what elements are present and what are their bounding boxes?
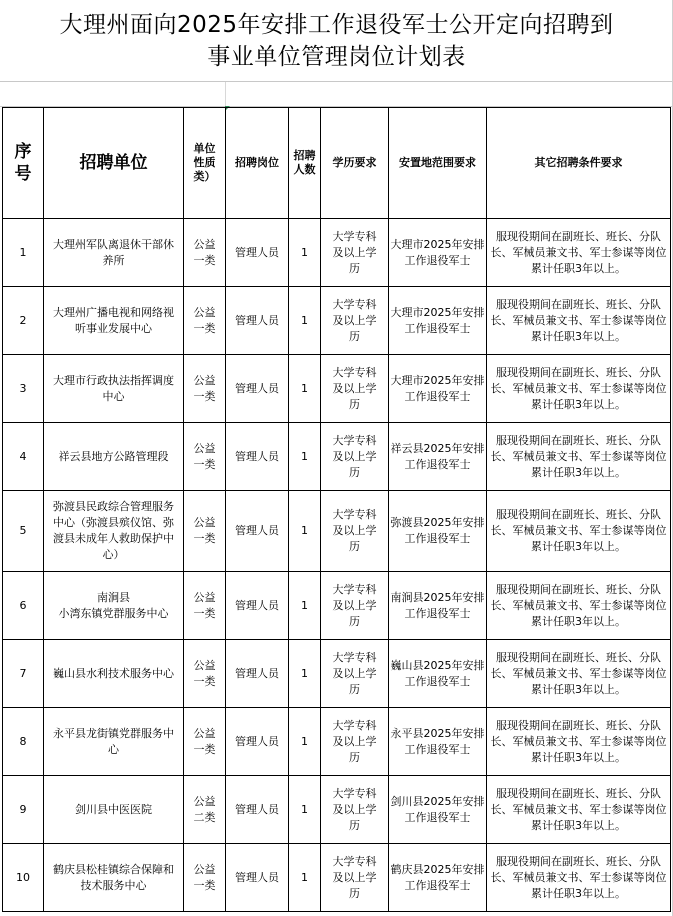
cell-scope: 大理市2025年安排工作退役军士 (389, 219, 487, 287)
cell-post: 管理人员 (226, 708, 289, 776)
cell-edu: 大学专科及以上学历 (321, 219, 389, 287)
cell-scope: 永平县2025年安排工作退役军士 (389, 708, 487, 776)
table-row (3, 423, 671, 491)
header-scope: 安置地范围要求 (389, 108, 487, 219)
page-title-line-2: 事业单位管理岗位计划表 (207, 44, 466, 70)
cell-nature: 公益一类 (184, 355, 226, 423)
cell-edu: 大学专科及以上学历 (321, 776, 389, 844)
cell-unit: 祥云县地方公路管理段 (44, 423, 184, 491)
cell-count: 1 (289, 776, 321, 844)
cell-unit: 南涧县 小湾东镇党群服务中心 (44, 572, 184, 640)
cell-scope: 弥渡县2025年安排工作退役军士 (389, 491, 487, 572)
table-row (3, 572, 671, 640)
cell-other: 服现役期间在副班长、班长、分队长、军械员兼文书、军士参谋等岗位累计任职3年以上。 (487, 844, 671, 912)
cell-seq: 7 (3, 640, 44, 708)
cell-count: 1 (289, 355, 321, 423)
cell-nature: 公益一类 (184, 572, 226, 640)
cell-nature: 公益一类 (184, 219, 226, 287)
cell-seq: 3 (3, 355, 44, 423)
cell-post: 管理人员 (226, 423, 289, 491)
table-row (3, 708, 671, 776)
cell-nature: 公益一类 (184, 640, 226, 708)
cell-post: 管理人员 (226, 287, 289, 355)
cell-other: 服现役期间在副班长、班长、分队长、军械员兼文书、军士参谋等岗位累计任职3年以上。 (487, 287, 671, 355)
cell-seq: 6 (3, 572, 44, 640)
cell-nature: 公益一类 (184, 423, 226, 491)
table-row (3, 219, 671, 287)
cell-nature: 公益一类 (184, 708, 226, 776)
cell-other: 服现役期间在副班长、班长、分队长、军械员兼文书、军士参谋等岗位累计任职3年以上。 (487, 423, 671, 491)
cell-nature: 公益一类 (184, 844, 226, 912)
cell-edu: 大学专科及以上学历 (321, 423, 389, 491)
cell-scope: 大理市2025年安排工作退役军士 (389, 355, 487, 423)
cell-other: 服现役期间在副班长、班长、分队长、军械员兼文书、军士参谋等岗位累计任职3年以上。 (487, 572, 671, 640)
table-row (3, 491, 671, 572)
recruitment-table (2, 107, 671, 912)
cell-unit: 大理州广播电视和网络视听事业发展中心 (44, 287, 184, 355)
table-row (3, 776, 671, 844)
header-row (3, 108, 671, 219)
cell-scope: 大理市2025年安排工作退役军士 (389, 287, 487, 355)
cell-seq: 8 (3, 708, 44, 776)
cell-seq: 10 (3, 844, 44, 912)
header-edu: 学历要求 (321, 108, 389, 219)
header-unit: 招聘单位 (44, 108, 184, 219)
cell-edu: 大学专科及以上学历 (321, 491, 389, 572)
cell-count: 1 (289, 491, 321, 572)
cell-edu: 大学专科及以上学历 (321, 355, 389, 423)
header-count: 招聘人数 (289, 108, 321, 219)
cell-other: 服现役期间在副班长、班长、分队长、军械员兼文书、军士参谋等岗位累计任职3年以上。 (487, 640, 671, 708)
cell-nature: 公益一类 (184, 491, 226, 572)
cell-count: 1 (289, 572, 321, 640)
cell-unit: 大理州军队离退休干部休养所 (44, 219, 184, 287)
cell-post: 管理人员 (226, 219, 289, 287)
header-seq: 序号 (3, 108, 44, 219)
cell-seq: 4 (3, 423, 44, 491)
cell-unit: 大理市行政执法指挥调度中心 (44, 355, 184, 423)
cell-post: 管理人员 (226, 491, 289, 572)
cell-unit: 剑川县中医医院 (44, 776, 184, 844)
table-row (3, 640, 671, 708)
header-nature: 单位性质类） (184, 108, 226, 219)
cell-count: 1 (289, 287, 321, 355)
blank-row (0, 82, 673, 107)
cell-post: 管理人员 (226, 844, 289, 912)
cell-edu: 大学专科及以上学历 (321, 640, 389, 708)
blank-row-divider (225, 82, 226, 107)
cell-unit: 弥渡县民政综合管理服务中心（弥渡县殡仪馆、弥渡县未成年人救助保护中心） (44, 491, 184, 572)
cell-scope: 鹤庆县2025年安排工作退役军士 (389, 844, 487, 912)
cell-other: 服现役期间在副班长、班长、分队长、军械员兼文书、军士参谋等岗位累计任职3年以上。 (487, 491, 671, 572)
cell-scope: 祥云县2025年安排工作退役军士 (389, 423, 487, 491)
cell-seq: 1 (3, 219, 44, 287)
cell-unit: 永平县龙街镇党群服务中心 (44, 708, 184, 776)
cell-other: 服现役期间在副班长、班长、分队长、军械员兼文书、军士参谋等岗位累计任职3年以上。 (487, 708, 671, 776)
header-other: 其它招聘条件要求 (487, 108, 671, 219)
cell-nature: 公益一类 (184, 287, 226, 355)
table-row (3, 355, 671, 423)
cell-seq: 9 (3, 776, 44, 844)
cell-edu: 大学专科及以上学历 (321, 844, 389, 912)
cell-count: 1 (289, 844, 321, 912)
cell-post: 管理人员 (226, 572, 289, 640)
cell-seq: 5 (3, 491, 44, 572)
cell-post: 管理人员 (226, 776, 289, 844)
cell-post: 管理人员 (226, 355, 289, 423)
header-post: 招聘岗位 (226, 108, 289, 219)
cell-seq: 2 (3, 287, 44, 355)
cell-edu: 大学专科及以上学历 (321, 287, 389, 355)
cell-count: 1 (289, 640, 321, 708)
cell-edu: 大学专科及以上学历 (321, 572, 389, 640)
cell-other: 服现役期间在副班长、班长、分队长、军械员兼文书、军士参谋等岗位累计任职3年以上。 (487, 355, 671, 423)
table-row (3, 287, 671, 355)
cell-count: 1 (289, 708, 321, 776)
cell-other: 服现役期间在副班长、班长、分队长、军械员兼文书、军士参谋等岗位累计任职3年以上。 (487, 776, 671, 844)
cell-count: 1 (289, 219, 321, 287)
cell-other: 服现役期间在副班长、班长、分队长、军械员兼文书、军士参谋等岗位累计任职3年以上。 (487, 219, 671, 287)
cell-unit: 巍山县水利技术服务中心 (44, 640, 184, 708)
cell-scope: 剑川县2025年安排工作退役军士 (389, 776, 487, 844)
cell-count: 1 (289, 423, 321, 491)
table-row (3, 844, 671, 912)
cell-scope: 巍山县2025年安排工作退役军士 (389, 640, 487, 708)
cell-post: 管理人员 (226, 640, 289, 708)
title-block (0, 0, 673, 82)
cell-nature: 公益二类 (184, 776, 226, 844)
cell-edu: 大学专科及以上学历 (321, 708, 389, 776)
cell-unit: 鹤庆县松桂镇综合保障和技术服务中心 (44, 844, 184, 912)
cell-scope: 南涧县2025年安排工作退役军士 (389, 572, 487, 640)
page-title-line-1: 大理州面向2025年安排工作退役军士公开定向招聘到 (59, 12, 614, 38)
